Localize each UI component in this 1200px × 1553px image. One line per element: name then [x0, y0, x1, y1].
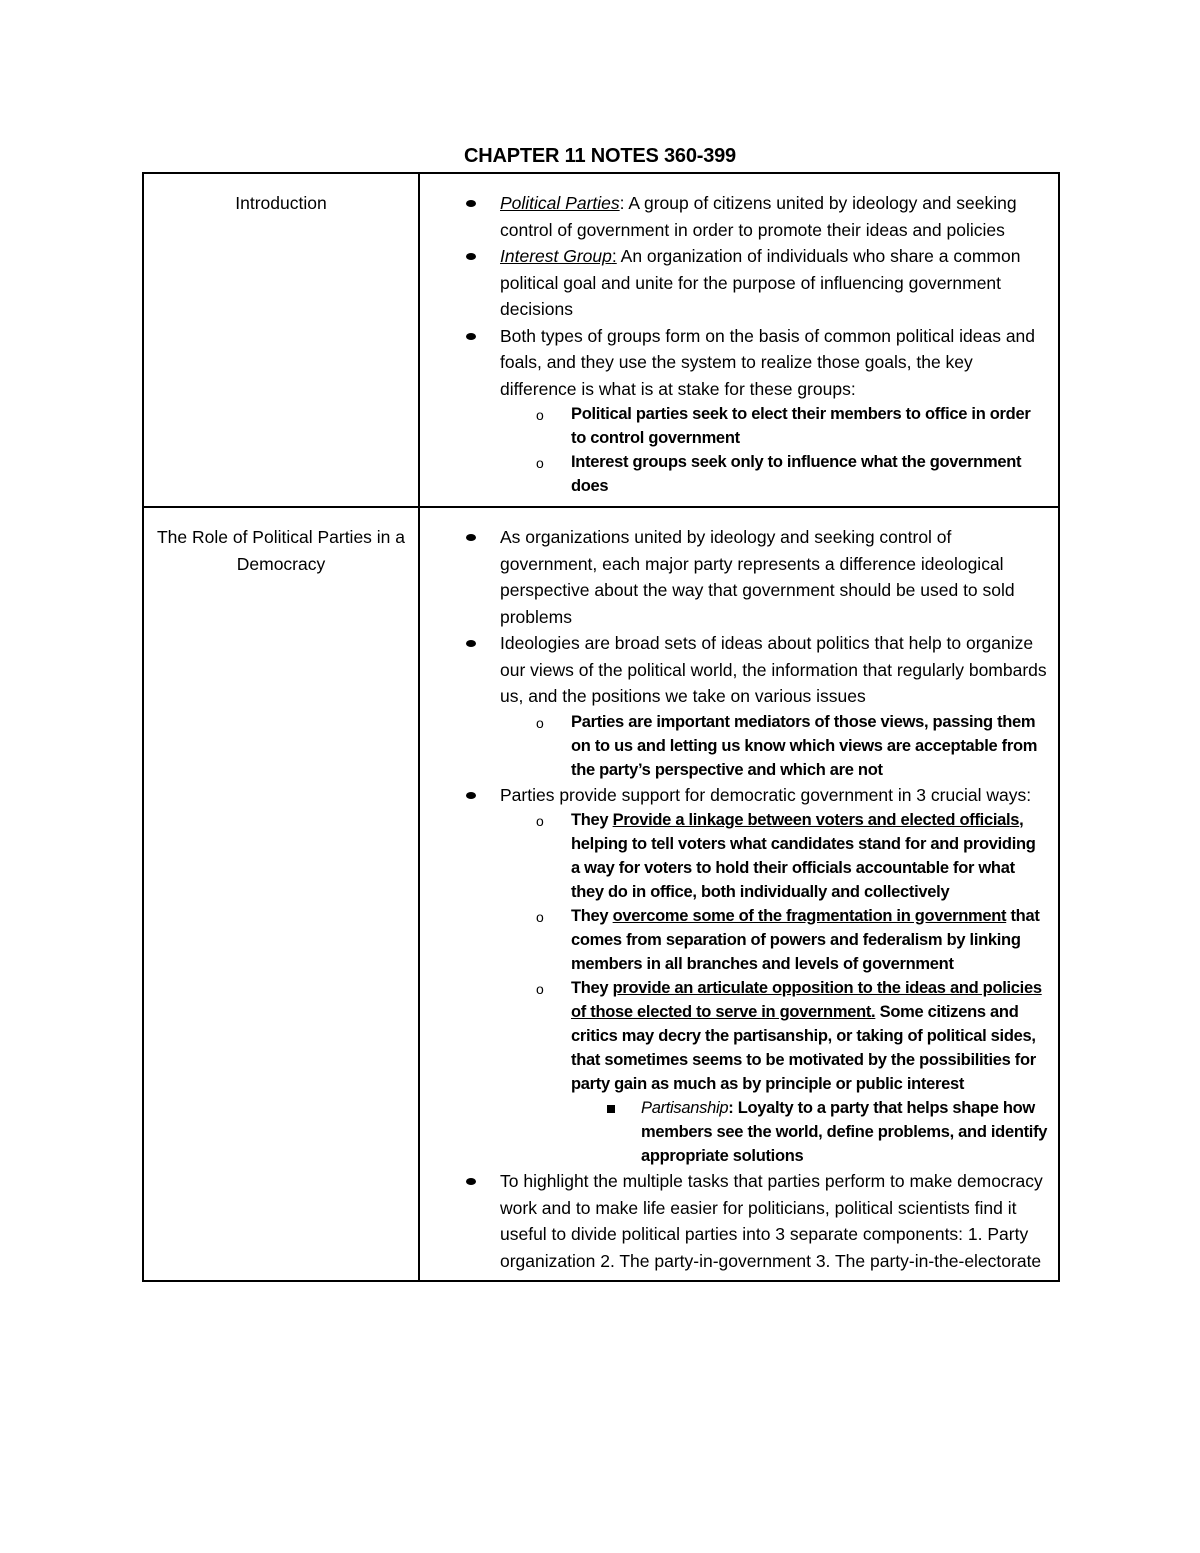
- list-item: [420, 323, 1048, 403]
- sub-list-item: [420, 402, 1048, 450]
- list-item: [420, 190, 1048, 243]
- term-label: Partisanship: [641, 1099, 729, 1117]
- sub-bullet-text: Interest groups seek only to influence what the government does: [571, 453, 1022, 495]
- way-lead: They: [571, 979, 613, 997]
- list-item: [420, 524, 1048, 630]
- definition-text: Loyalty to a party that helps shape how members see the world, define problems, and identify appropriate solutions: [641, 1099, 1048, 1165]
- circle-bullet-icon: o: [536, 909, 544, 925]
- way-underlined: overcome some of the fragmentation in government: [612, 907, 1007, 925]
- circle-bullet-icon: o: [536, 813, 544, 829]
- bullet-icon: [466, 200, 476, 207]
- bullet-text: Parties provide support for democratic government in 3 crucial ways:: [500, 784, 1032, 805]
- content-cell: [419, 507, 1059, 1281]
- term-separator: :: [619, 193, 625, 213]
- way-lead: They: [571, 811, 613, 829]
- list-item: [420, 1168, 1048, 1274]
- sub-list-item: [420, 710, 1048, 782]
- circle-bullet-icon: o: [536, 714, 544, 731]
- bullet-text: Ideologies are broad sets of ideas about politics that help to organize our views of the political world, the information that regularly bombards us, and the positions we take on various issues: [500, 633, 1047, 706]
- sub-list-item: [420, 904, 1048, 976]
- topic-cell: The Role of Political Parties in a Democracy: [143, 507, 419, 1281]
- sub-sub-list-item: [420, 1096, 1048, 1168]
- list-item: [420, 782, 1048, 809]
- bullet-icon: [466, 1178, 476, 1185]
- notes-table: [142, 172, 1060, 1282]
- bullet-icon: [466, 534, 476, 541]
- term-label: Interest Group: [500, 246, 612, 266]
- term-separator: :: [728, 1099, 734, 1117]
- way-rest: Some citizens and critics may decry the partisanship, or taking of political sides, that sometimes seems to be motivated by the possibilities for party gain as much as by principle or public interest: [571, 1003, 1036, 1093]
- sub-bullet-text: Parties are important mediators of those views, passing them on to us and letting us know which views are acceptable from the party’s perspective and which are not: [571, 712, 1038, 779]
- definition-text: An organization of individuals who share a common political goal and unite for the purpose of influencing government decisions: [500, 246, 1021, 319]
- way-underlined: Provide a linkage between voters and elected officials: [612, 811, 1020, 829]
- bullet-icon: [466, 333, 476, 340]
- bullet-icon: [466, 640, 476, 647]
- sub-list-item: [420, 450, 1048, 498]
- table-row: [143, 507, 1059, 1281]
- content-cell: [419, 173, 1059, 507]
- term-label: Political Parties: [500, 193, 620, 213]
- circle-bullet-icon: o: [536, 455, 544, 471]
- definition-text: A group of citizens united by ideology and seeking control of government in order to promote their ideas and policies: [500, 193, 1017, 240]
- way-lead: They: [571, 907, 613, 925]
- sub-list-item: [420, 976, 1048, 1096]
- topic-cell: Introduction: [143, 173, 419, 507]
- list-item: [420, 630, 1048, 710]
- table-row: [143, 173, 1059, 507]
- way-underlined: provide an articulate opposition to the ideas and policies of those elected to serve in government.: [571, 979, 1042, 1021]
- circle-bullet-icon: o: [536, 981, 544, 997]
- term-separator: :: [611, 246, 617, 266]
- bullet-text: As organizations united by ideology and seeking control of government, each major party represents a difference ideological perspective about the way that government should be used to sold problems: [500, 527, 1015, 627]
- page-title: CHAPTER 11 NOTES 360-399: [464, 145, 736, 167]
- sub-list-item: [420, 808, 1048, 904]
- bullet-icon: [466, 792, 476, 799]
- square-bullet-icon: [607, 1105, 615, 1113]
- bullet-text: To highlight the multiple tasks that parties perform to make democracy work and to make life easier for politicians, political scientists find it useful to divide political parties into 3 separate components: 1. Party organization 2. The party-in-government 3. The party-in-the-electorate: [500, 1171, 1043, 1271]
- way-rest: , helping to tell voters what candidates stand for and providing a way for voters to hold their officials accountable for what they do in office, both individually and collectively: [571, 811, 1036, 901]
- circle-bullet-icon: o: [536, 407, 544, 423]
- bullet-icon: [466, 253, 476, 260]
- list-item: [420, 243, 1048, 323]
- way-rest: that comes from separation of powers and federalism by linking members in all branches and levels of government: [571, 907, 1040, 973]
- bullet-text: Both types of groups form on the basis of common political ideas and foals, and they use the system to realize those goals, the key difference is what is at stake for these groups:: [500, 325, 1036, 399]
- sub-bullet-text: Political parties seek to elect their members to office in order to control government: [571, 405, 1031, 447]
